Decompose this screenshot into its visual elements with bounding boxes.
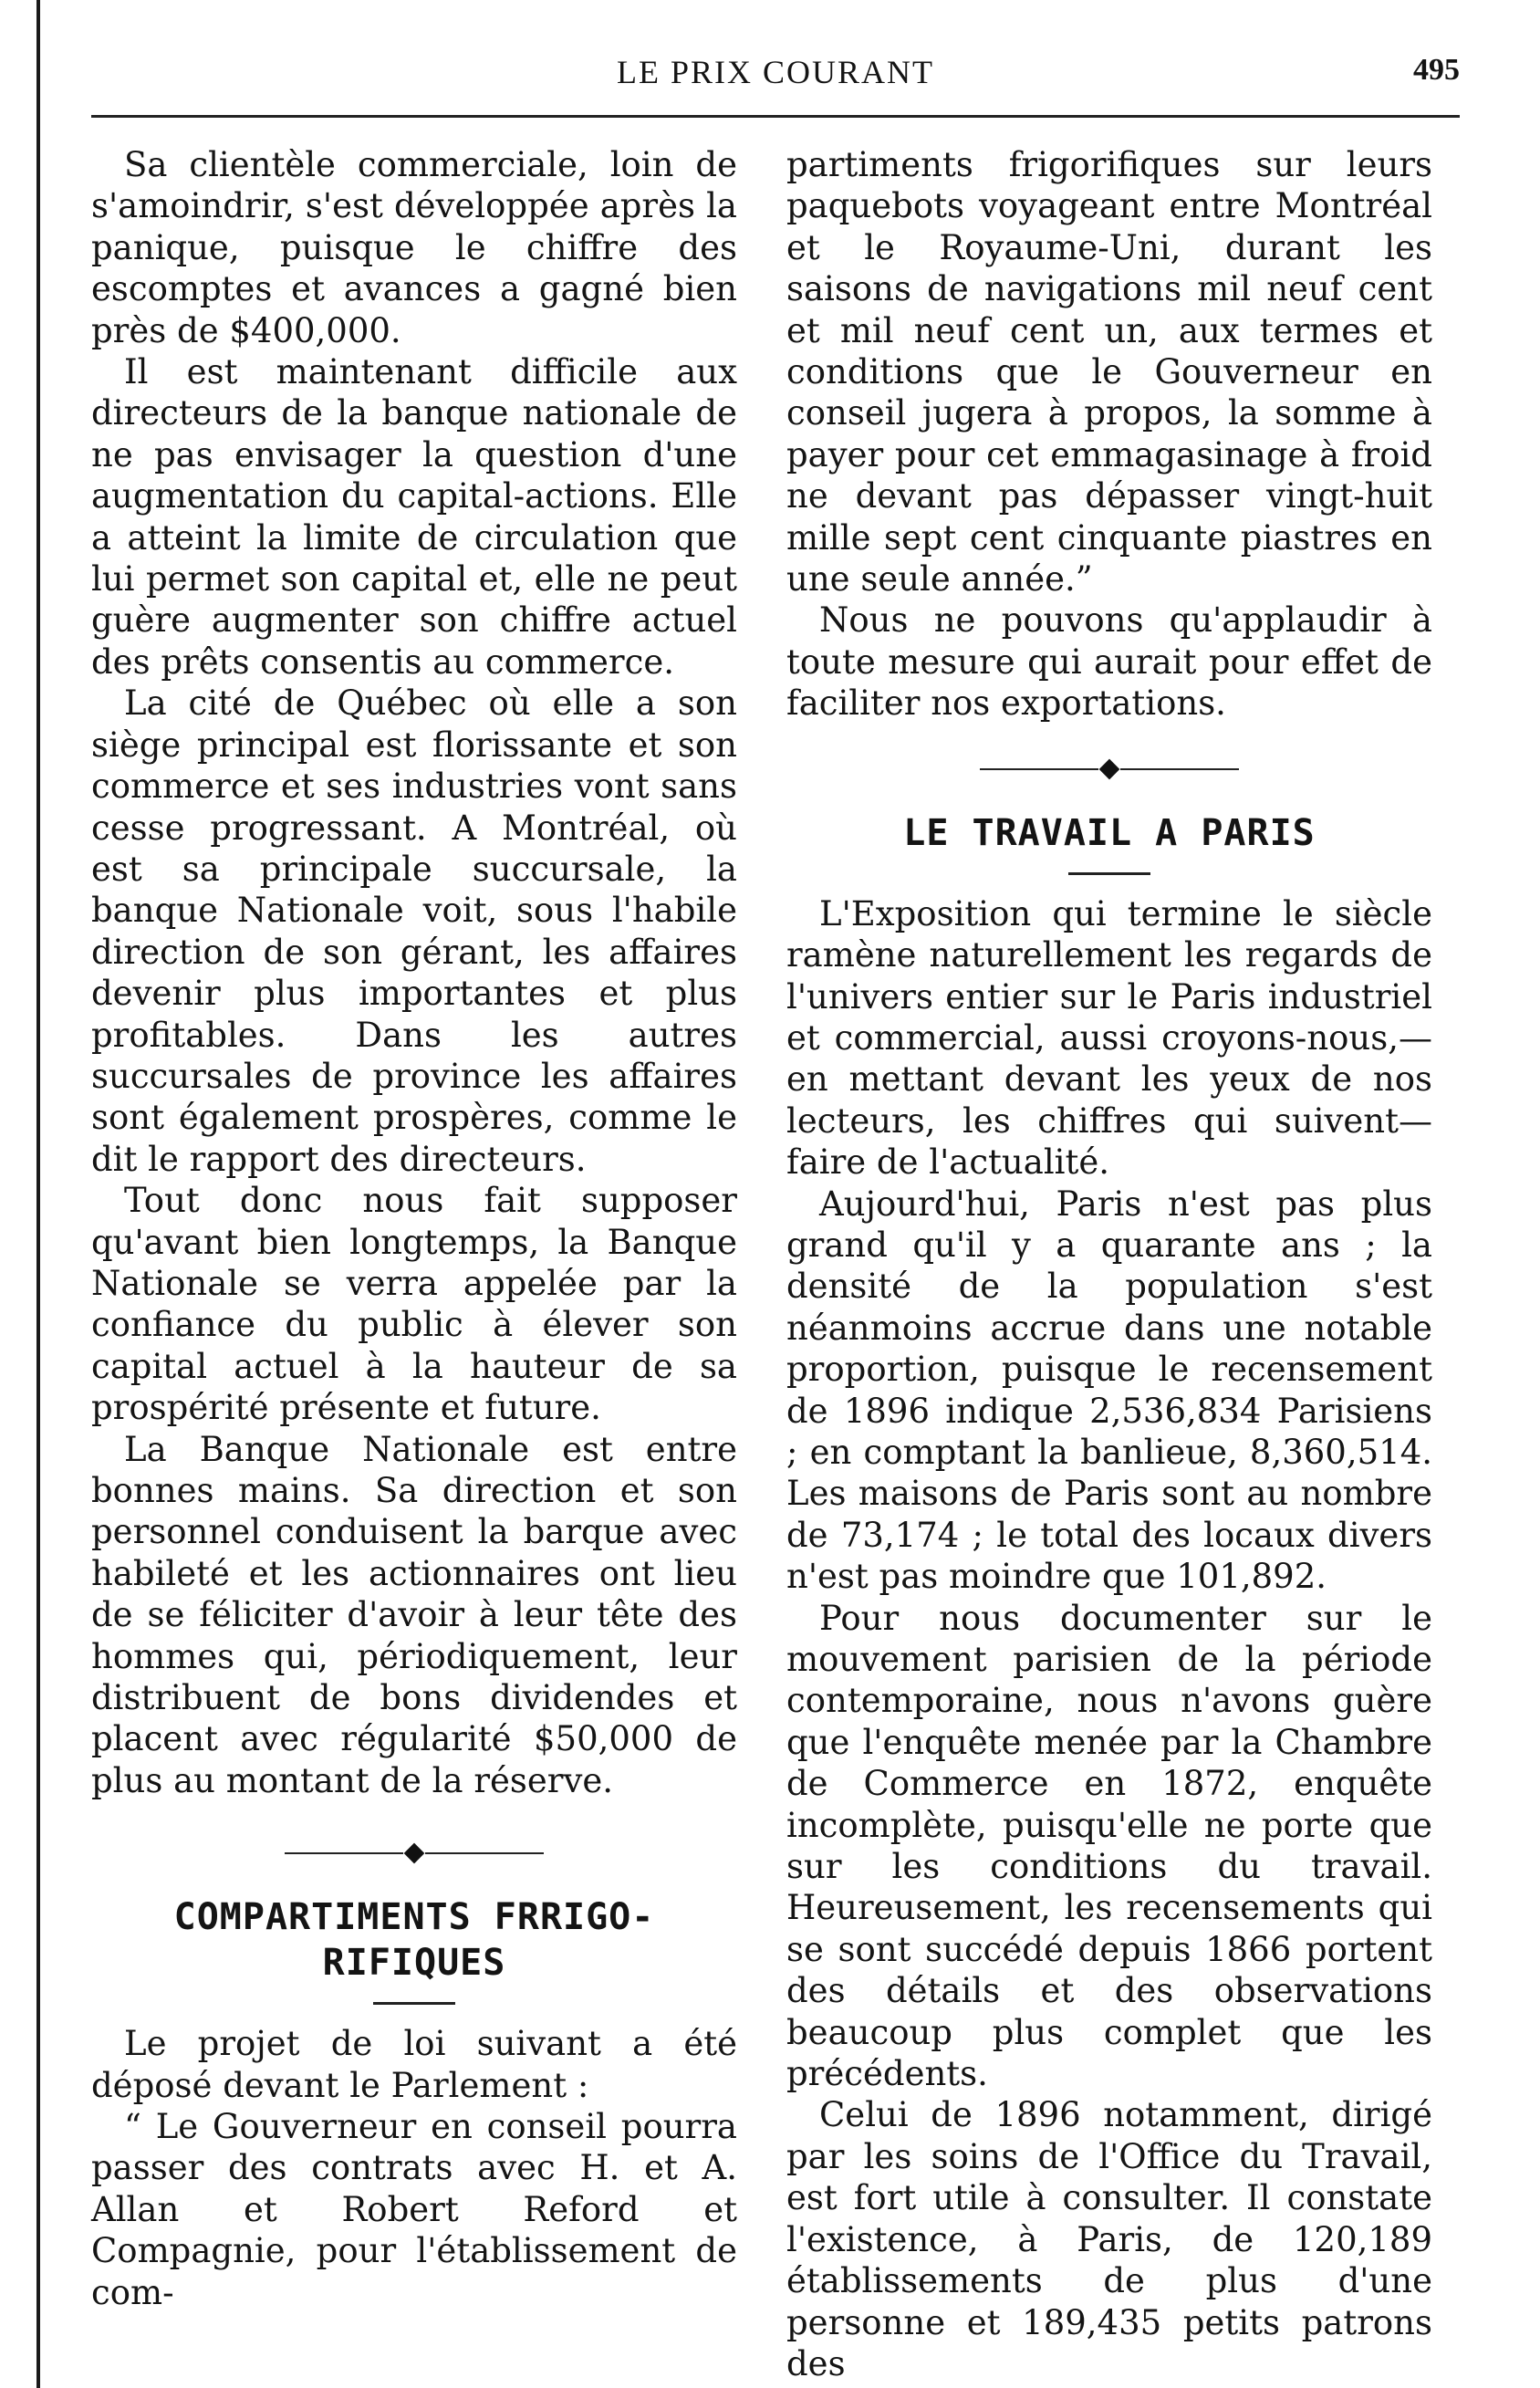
quoted-paragraph: “ Le Gouverneur en conseil pourra passer des contrats avec H. et A. Allan et Robert Reford et Compagnie, pour l'établissement de com- <box>91 2107 737 2312</box>
section-title-compartiments: COMPARTIMENTS FRRIGO-RIFIQUES <box>173 1896 655 1985</box>
article-paragraph: La Banque Nationale est entre bonnes mains. Sa direction et son personnel conduisent la barque avec habileté et les actionnaires ont lieu de se féliciter d'avoir à leur tête des hommes qui, périodiquement, leur distribuent de bons dividendes et placent avec régularité $50,000 de plus au montant de la réserve. <box>91 1429 737 1800</box>
article-paragraph: La cité de Québec où elle a son siège principal est florissante et son commerce et ses industries vont sans cesse progressant. A Montréal, où est sa principale succursale, la banque Nationale voit, sous l'habile direction de son gérant, les affaires devenir plus importantes et plus profitables. Dans les autres succursales de province les affaires sont également prospères, comme le dit le rapport des directeurs. <box>91 683 737 1179</box>
running-header <box>91 53 1460 99</box>
article-paragraph: Tout donc nous fait supposer qu'avant bien longtemps, la Banque Nationale se verra appelée par la confiance du public à élever son capital actuel à la hauteur de sa prospérité présente et future. <box>91 1181 737 1428</box>
article-paragraph: Celui de 1896 notamment, dirigé par les soins de l'Office du Travail, est fort utile à consulter. Il constate l'existence, à Paris, de 120,189 établissements de plus d'une personne et 189,435 petits patrons des <box>786 2095 1432 2383</box>
article-paragraph: Sa clientèle commerciale, loin de s'amoindrir, s'est développée après la panique, puisque le chiffre des escomptes et avances a gagné bien près de $400,000. <box>91 145 737 350</box>
header-rule <box>91 115 1460 118</box>
title-rule <box>1068 872 1150 875</box>
article-paragraph: Il est maintenant difficile aux directeurs de la banque nationale de ne pas envisager la question d'une augmentation du capital-actions. Elle a atteint la limite de circulation que lui permet son capital et, elle ne peut guère augmenter son chiffre actuel des prêts consentis au commerce. <box>91 352 737 682</box>
article-paragraph: Aujourd'hui, Paris n'est pas plus grand qu'il y a quarante ans ; la densité de la population s'est néanmoins accrue dans une notable proportion, puisque le recensement de 1896 indique 2,536,834 Parisiens ; en comptant la banlieue, 8,360,514. Les maisons de Paris sont au nombre de 73,174 ; le total des locaux divers n'est pas moindre que 101,892. <box>786 1184 1432 1597</box>
section-ornament <box>786 737 1432 801</box>
continued-paragraph: partiments frigorifiques sur leurs paquebots voyageant entre Montréal et le Royaume-Uni, durant les saisons de navigations mil neuf cent et mil neuf cent un, aux termes et conditions que le Gouverneur en conseil jugera à propos, la somme à payer pour cet emmagasinage à froid ne devant pas dépasser vingt-huit mille sept cent cinquante piastres en une seule année.” <box>786 145 1432 600</box>
article-paragraph: L'Exposition qui termine le siècle ramène naturellement les regards de l'univers entier sur le Paris industriel et commercial, aussi croyons-nous,—en mettant devant les yeux de nos lecteurs, les chiffres qui suivent—faire de l'actualité. <box>786 893 1432 1183</box>
article-paragraph: Nous ne pouvons qu'applaudir à toute mesure qui aurait pour effet de faciliter nos exportations. <box>786 600 1432 724</box>
page-margin-rule <box>36 0 40 2388</box>
section-ornament <box>91 1821 737 1885</box>
right-column <box>786 144 1432 2384</box>
left-column <box>91 144 737 2313</box>
journal-title: LE PRIX COURANT <box>616 54 934 90</box>
title-rule <box>373 2002 455 2005</box>
page-number: 495 <box>1413 53 1460 87</box>
article-paragraph: Pour nous documenter sur le mouvement parisien de la période contemporaine, nous n'avons guère que l'enquête menée par la Chambre de Commerce en 1872, enquête incomplète, puisqu'elle ne porte que sur les conditions du travail. Heureusement, les recensements qui se sont succédé depuis 1866 portent des détails et des observations beaucoup plus complet que les précédents. <box>786 1598 1432 2094</box>
section-title-travail: LE TRAVAIL A PARIS <box>903 811 1316 854</box>
article-paragraph: Le projet de loi suivant a été déposé devant le Parlement : <box>91 2024 737 2105</box>
